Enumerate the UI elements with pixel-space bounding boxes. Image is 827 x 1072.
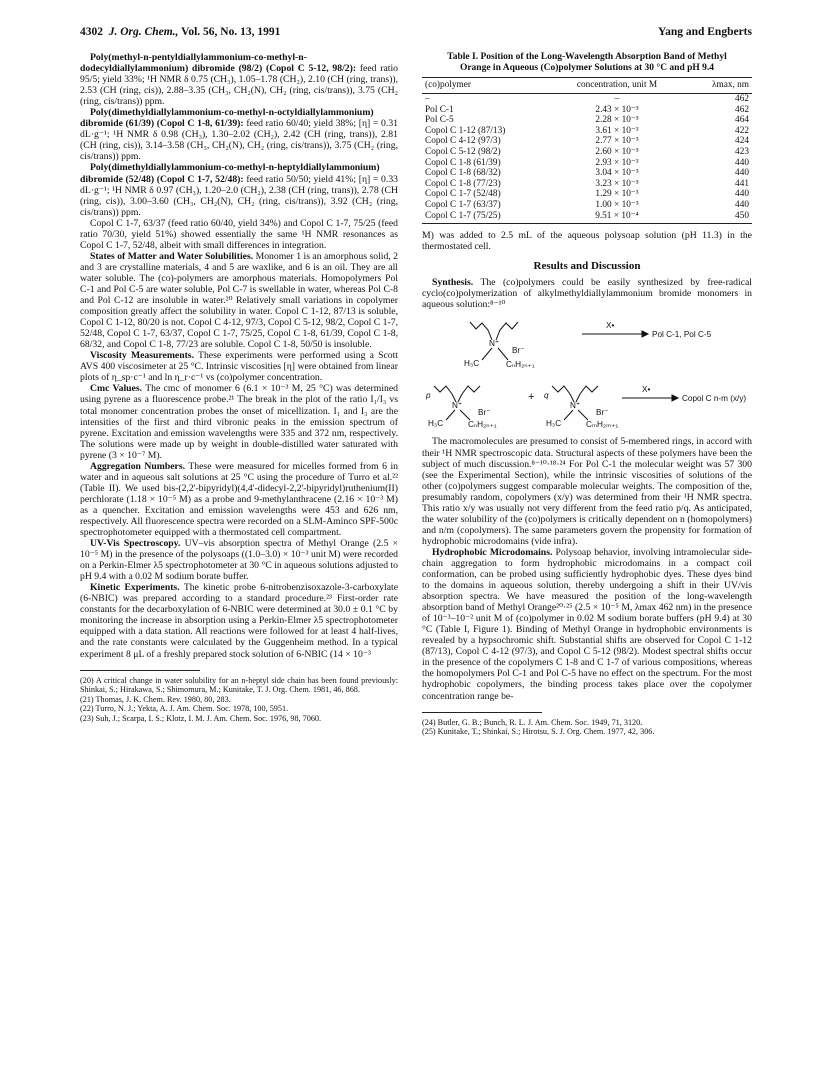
table-header-row — [422, 78, 752, 94]
run-in-heading: Kinetic Experiments. — [90, 582, 180, 594]
alkyl-label: CₙH₂ₙ₊₁ — [506, 360, 535, 370]
reaction-scheme — [422, 314, 752, 430]
paragraph: Copol C 1-7, 63/37 (feed ratio 60/40, yield 34%) and Copol C 1-7, 75/25 (feed ratio 70/30, yield 51%) showed essentially the same ¹H NMR resonances as Copol C 1-7, 52/48, albeit with small differences in integration. — [80, 217, 398, 251]
table-cell: 1.00 × 10⁻³ — [595, 199, 639, 210]
arrowhead-1 — [642, 331, 648, 337]
table-cell: Copol C 5-12 (98/2) — [425, 147, 501, 158]
paragraph: Hydrophobic Microdomains. Polysoap behavior, involving intramolecular side-chain aggregation to form hydrophobic microdomains in a compact coil conformation, can be probed using sufficiently hydrophobic dyes. These dyes bind to the domains in aqueous solution, thereby undergoing a shift in their UV/vis absorption spectra. We have measured the position of the long-wavelength absorption band of Methyl Orange²⁰·²⁵ (2.5 × 10⁻⁵ M, λmax 462 nm) in the presence of 10⁻³–10⁻² unit M of (co)polymer in 0.02 M sodium borate buffers (pH 9.4) at 30 °C (Table I, Figure 1). Binding of Methyl Orange in hydrophobic environments is revealed by a hypsochromic shift. Substantial shifts are observed for Copol C 1-12 (87/13), Copol C 4-12 (97/3), and Copol C 5-12 (98/2). Modest spectral shifts occur in the presence of the copolymers C 1-8 and C 1-7 of various compositions, whereas the homopolymers Pol C-1 and Pol C-5 have no effect on the spectrum. For the most hydrophobic copolymers, the binding process takes place over the copolymer concentration range be- — [422, 546, 752, 702]
table-row — [422, 136, 752, 147]
compound-name: Poly(methyl-n-pentyldiallylammonium-co-methyl-n-dodecyldiallylammonium) dibromide (98/2) (Copol C 5-12, 98/2): — [80, 52, 357, 75]
table-caption: Table I. Position of the Long-Wavelength Absorption Band of Methyl Orange in Aqueous (Co)polymer Solutions at 30 °C and pH 9.4 — [447, 52, 727, 73]
coefficient-q: q — [544, 391, 549, 401]
allyl-chain-right — [496, 322, 518, 340]
footnote: (21) Thomas, J. K. Chem. Rev. 1980, 80, 283. — [80, 694, 231, 704]
arrowhead-2 — [672, 395, 678, 401]
table-cell: – — [614, 94, 620, 105]
table-cell: 440 — [735, 199, 749, 210]
table-body — [422, 94, 752, 224]
table-cell: 462 — [735, 94, 749, 105]
table-cell: 440 — [735, 157, 749, 168]
methyl-label: H₃C — [546, 419, 562, 429]
product-label: Pol C-1, Pol C-5 — [652, 330, 712, 340]
compound-data: feed ratio 60/40; yield 38%; [η] = 0.31 dL·g⁻¹; ¹H NMR δ 0.98 (CH₃), 1.30–2.02 (CH₂), 2.42 (CH (ring, trans)), 2.81 (CH (ring, cis)), 3.14–3.58 (CH₃, CH₂(N), CH₂ (ring, cis/trans)), 3.75 (CH₂ (ring, cis/trans)) ppm. — [80, 118, 399, 163]
table-cell: 2.28 × 10⁻³ — [595, 115, 639, 126]
paragraph: Synthesis. The (co)polymers could be easily synthesized by free-radical cyclo(co)polymerization of alkylmethyldiallylammonium bromide monomers in aqueous solution:⁸⁻¹⁰ — [422, 277, 752, 311]
footnotes — [422, 718, 752, 737]
table-cell: Copol C 1-8 (77/23) — [425, 178, 501, 189]
alkyl-label: CₘH₂ₘ₊₁ — [586, 420, 619, 430]
methyl-label: H₃C — [464, 359, 480, 369]
table-cell: 441 — [735, 178, 749, 189]
table-cell: Copol C 1-7 (75/25) — [422, 211, 542, 224]
footnote: (24) Butler, G. B.; Bunch, R. L. J. Am. Chem. Soc. 1949, 71, 3120. — [422, 717, 643, 727]
paragraph: UV-Vis Spectroscopy. UV–vis absorption spectra of Methyl Orange (2.5 × 10⁻⁵ M) in the presence of the polysoaps ((1.0–3.0) × 10⁻³ unit M) were recorded on a Perkin-Elmer λ5 spectrophotometer at 30 °C in aqueous solutions adjusted to pH 9.4 with a 0.02 M sodium borate buffer. — [80, 538, 398, 583]
column-header: concentration, unit M — [542, 78, 692, 94]
table-row — [422, 158, 752, 169]
n-methyl-bond-q — [564, 410, 573, 420]
table-cell: 450 — [692, 211, 752, 224]
table-cell: Copol C 4-12 (97/3) — [425, 136, 501, 147]
table-cell: 423 — [735, 147, 749, 158]
table-row — [422, 189, 752, 200]
plus-sign: + — [528, 391, 535, 404]
table-cell: – — [425, 94, 430, 105]
bromide-label: Br⁻ — [596, 408, 609, 418]
table-row — [422, 211, 752, 224]
footnotes — [80, 676, 398, 724]
run-in-heading: UV-Vis Spectroscopy. — [90, 538, 181, 550]
footnote: (23) Suh, J.; Scarpa, I. S.; Klotz, I. M. J. Am. Chem. Soc. 1976, 98, 7060. — [80, 713, 322, 723]
table-row — [422, 105, 752, 116]
header-left — [80, 26, 280, 38]
table-cell: 462 — [735, 104, 749, 115]
table-cell: 424 — [735, 136, 749, 147]
column-header: (co)polymer — [422, 78, 542, 94]
table-cell: 422 — [735, 125, 749, 136]
table-cell: 464 — [735, 115, 749, 126]
data-table — [422, 77, 752, 224]
run-in-heading: States of Matter and Water Solubilities. — [90, 250, 254, 262]
table-cell: Copol C 1-8 (61/39) — [425, 157, 501, 168]
coefficient-p: p — [426, 391, 431, 401]
table-cell: 2.60 × 10⁻³ — [595, 147, 639, 158]
table-cell: 3.61 × 10⁻³ — [595, 125, 639, 136]
table-row — [422, 126, 752, 137]
ammonium-label: N⁺ — [570, 401, 581, 411]
table-cell: Copol C 1-12 (87/13) — [425, 125, 506, 136]
table-cell: Copol C 1-7 (63/37) — [425, 199, 501, 210]
bromide-label: Br⁻ — [478, 408, 491, 418]
table-row — [422, 179, 752, 190]
paragraph: Viscosity Measurements. These experiments were performed using a Scott AVS 400 viscosimeter at 25 °C. Intrinsic viscosities [η] were obtained from linear plots of η_sp·c⁻¹ and ln η_r·c⁻¹ vs (co)polymer concentration. — [80, 350, 398, 384]
initiator-label: X• — [606, 321, 615, 331]
table-cell: Pol C-5 — [425, 115, 454, 126]
ammonium-label: N⁺ — [489, 339, 500, 349]
run-in-heading: Cmc Values. — [90, 383, 143, 395]
initiator-label: X• — [642, 385, 651, 395]
table-cell: 9.51 × 10⁻⁴ — [542, 211, 692, 224]
n-methyl-bond — [482, 348, 492, 360]
table-cell: Pol C-1 — [425, 104, 454, 115]
left-column — [80, 52, 398, 723]
volume-issue: Vol. 56, No. 13, 1991 — [181, 26, 281, 38]
product-label: Copol C n-m (x/y) — [682, 394, 747, 404]
page-number: 4302 — [80, 26, 103, 38]
table-cell: 2.93 × 10⁻³ — [595, 157, 639, 168]
table-cell: 2.77 × 10⁻³ — [595, 136, 639, 147]
compound-data: feed ratio 50/50; yield 41%; [η] = 0.33 dL·g⁻¹; ¹H NMR δ 0.97 (CH₃), 1.20–2.0 (CH₂), 2.38 (CH (ring, trans)), 2.78 (CH (ring, cis)), 3.00–3.60 (CH₃, CH₂(N), CH₂ (ring, cis/trans)), 3.92 (CH₂ (ring, cis/trans)) ppm. — [80, 173, 399, 218]
header-authors: Yang and Engberts — [658, 26, 752, 38]
table-cell: 440 — [735, 189, 749, 200]
compound-entry — [80, 52, 398, 107]
run-in-heading: Aggregation Numbers. — [90, 460, 186, 472]
paragraph: Aggregation Numbers. These were measured for micelles formed from 6 in water and in aqueous salt solutions at 25 °C using the procedure of Turro et al.²² (Table II). We used bis-(2,2'-bipyridyl)(4,4'-didecyl-2,2'-bipyridyl)ruthenium(II) perchlorate (1.18 × 10⁻⁵ M) as a probe and 9-methylanthracene (2.16 × 10⁻³ M) as a quencher. Excitation and emission wavelengths were 453 and 626 nm, respectively. All fluorescence spectra were recorded on a SLM-Aminco SPF-500c spectrophotometer equipped with a thermostated cell compartment. — [80, 460, 399, 539]
footnote-rule — [80, 670, 200, 671]
paragraph: The macromolecules are presumed to consist of 5-membered rings, in accord with their ¹H NMR spectroscopic data. Structural aspects of these polymers have been the subject of much discussion.⁸⁻¹⁰·¹⁸·²⁴ For Pol C-1 the molecular weight was 57 300 (see the Experimental Section), while the intrinsic viscosities of solutions of the other (co)polymers suggest comparable molecular weights. The composition of the, presumably random, copolymers (x/y) was determined from their ¹H NMR spectra. This ratio x/y was usually not very different from the feed ratio p/q. As anticipated, the water solubility of the (co)polymers is critically dependent on n (homopolymers) and n/m (copolymers). The same parameters govern the propensity for formation of hydrophobic microdomains (vide infra). — [422, 436, 752, 547]
table-row — [422, 168, 752, 179]
bromide-label: Br⁻ — [512, 346, 525, 356]
table-cell: 1.29 × 10⁻³ — [595, 189, 639, 200]
table-row — [422, 200, 752, 211]
compound-entry — [80, 107, 398, 162]
compound-data: feed ratio 95/5; yield 33%; ¹H NMR δ 0.75 (CH₃), 1.05–1.78 (CH₂), 2.10 (CH (ring, trans)), 2.53 (CH (ring, cis)), 2.88–3.35 (CH₃, CH₂(N), CH₂ (ring, cis/trans)), 3.75 (CH₂ (ring, cis/trans)) ppm. — [80, 63, 398, 108]
footnote-rule — [422, 712, 542, 713]
footnote: (25) Kunitake, T.; Shinkai, S.; Hirotsu, S. J. Org. Chem. 1977, 42, 306. — [422, 727, 655, 737]
run-in-heading: Synthesis. — [432, 277, 474, 289]
running-header — [80, 26, 752, 44]
run-in-heading: Viscosity Measurements. — [90, 350, 195, 362]
compound-name: Poly(dimethyldiallylammonium-co-methyl-n-heptyldiallylammonium) dibromide (52/48) (Copol C 1-7, 52/48): — [80, 162, 380, 185]
table-cell: 440 — [735, 168, 749, 179]
run-in-heading: Hydrophobic Microdomains. — [432, 546, 553, 558]
alkyl-label: CₙH₂ₙ₊₁ — [468, 420, 497, 430]
table-cell: 3.23 × 10⁻³ — [595, 178, 639, 189]
paragraph: States of Matter and Water Solubilities. Monomer 1 is an amorphous solid, 2 and 3 are crystalline materials, 4 and 5 are waxlike, and 6 is an oil. They are all water soluble. The (co)-polymers are amorphous materials. Homopolymers Pol C-1 and Pol C-5 are water soluble, Pol C-7 is swellable in water, whereas Pol C-8 and Pol C-12 are insoluble in water.²⁰ Relatively small variations in copolymer composition greatly affect the solubility in water. Copol C 1-12, 87/13 is soluble, Copol C 1-12, 80/20 is not. Copol C 4-12, 97/3, Copol C 5-12, 98/2, Copol C 1-7, 52/48, Copol C 1-7, 63/37, Copol C 1-7, 75/25, Copol C 1-8, 61/39, Copol C 1-8, 68/32, and Copol C 1-8, 77/23 are soluble. Copol C 1-8, 50/50 is insoluble. — [80, 250, 398, 351]
paragraph: Kinetic Experiments. The kinetic probe 6-nitrobenzisoxazole-3-carboxylate (6-NBIC) was prepared according to a standard procedure.²³ First-order rate constants for the decarboxylation of 6-NBIC were determined at 30.0 ± 0.1 °C by monitoring the increase in absorption using a Perkin-Elmer λ5 spectrophotometer equipped with a data station. All reactions were followed for at least 4 half-lives, and the rate constants were calculated by the Guggenheim method. In a typical experiment 8 μL of a freshly prepared stock solution of 6-NBIC (14 × 10⁻³ — [80, 582, 399, 660]
table-cell: Copol C 1-8 (68/32) — [425, 168, 501, 179]
ammonium-label: N⁺ — [452, 401, 463, 411]
paragraph: M) was added to 2.5 mL of the aqueous polysoap solution (pH 11.3) in the thermostated cell. — [422, 230, 752, 253]
compound-name: Poly(dimethyldiallylammonium-co-methyl-n-octyldiallylammonium) dibromide (61/39) (Copol C 1-8, 61/39): — [80, 107, 374, 130]
right-column — [422, 52, 752, 737]
table-cell: 2.43 × 10⁻³ — [595, 104, 639, 115]
table-row — [422, 147, 752, 158]
column-header: λmax, nm — [692, 78, 752, 94]
journal-name: J. Org. Chem., — [108, 26, 179, 38]
table-cell: 3.04 × 10⁻³ — [595, 168, 639, 179]
paragraph: Cmc Values. The cmc of monomer 6 (6.1 × 10⁻³ M, 25 °C) was determined using pyrene as a fluorescence probe.²¹ The break in the plot of the ratio I₁/I₃ vs total monomer concentration probes the onset of micellization. I₁ and I₃ are the intensities of the first and third vibronic peaks in the emission spectrum of pyrene. Excitation and emission wavelengths were 335 and 372 nm, respectively. The solutions were made up by weight in double-distilled water saturated with pyrene (3 × 10⁻⁷ M). — [80, 383, 398, 461]
footnote: (20) A critical change in water solubility for an n-heptyl side chain has been found previously: Shinkai, S.; Hirakawa, S.; Shimomura, M.; Kunitake, T. J. Org. Chem. 1981, 46, 868. — [80, 675, 398, 695]
footnote: (22) Turro, N. J.; Yekta, A. J. Am. Chem. Soc. 1978, 100, 5951. — [80, 704, 289, 714]
n-methyl-bond-p — [446, 410, 455, 420]
methyl-label: H₃C — [428, 419, 444, 429]
compound-entry — [80, 162, 398, 217]
table-cell: Copol C 1-7 (52/48) — [425, 189, 501, 200]
table-row — [422, 115, 752, 126]
section-title: Results and Discussion — [533, 260, 641, 273]
table-row — [422, 94, 752, 105]
